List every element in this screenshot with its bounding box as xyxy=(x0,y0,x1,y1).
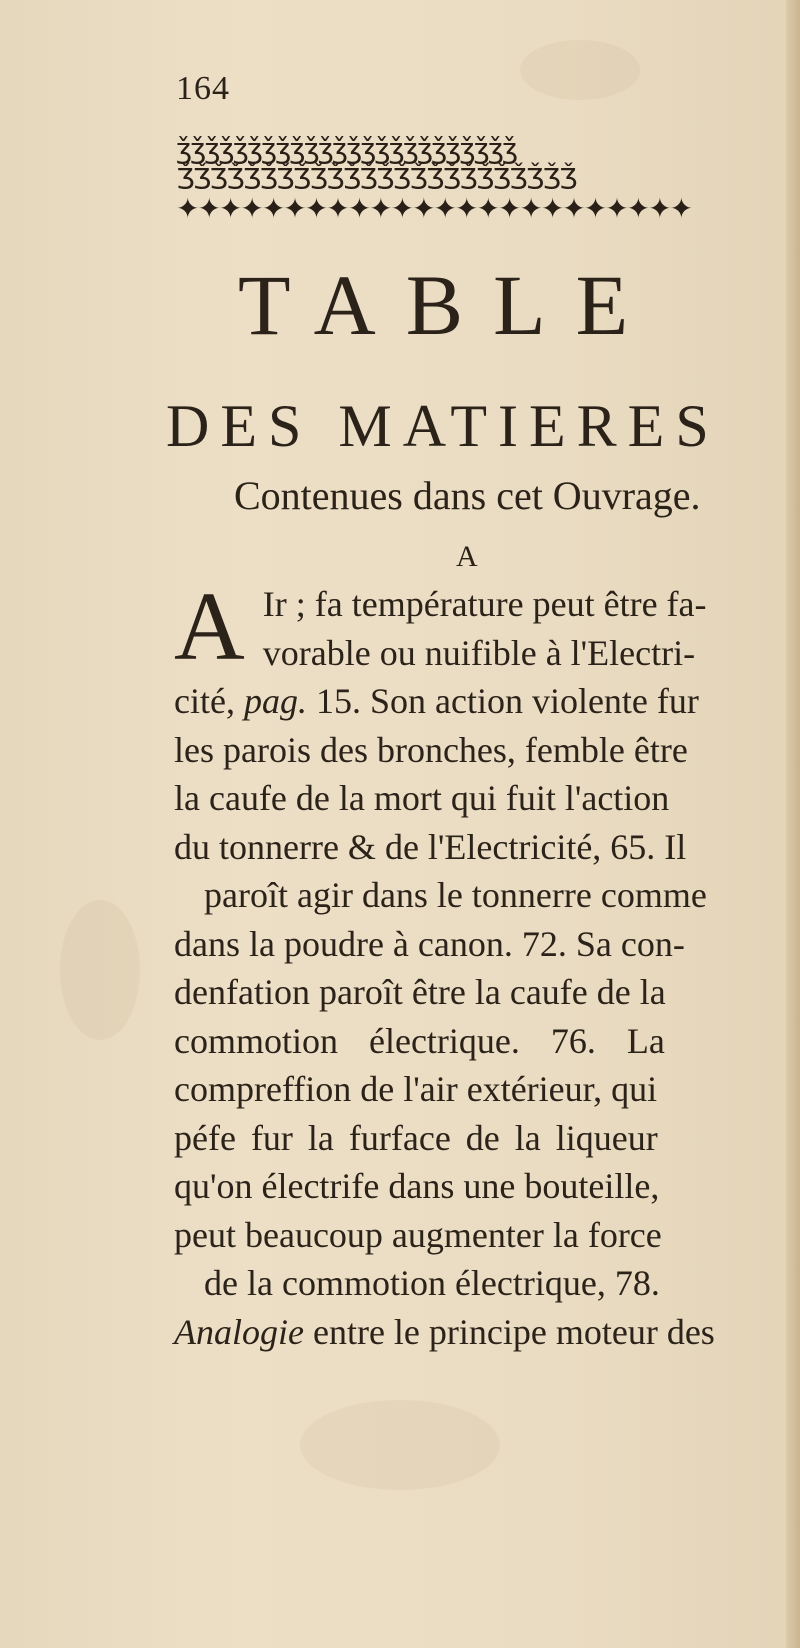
text-line: Ir ; fa température peut être fa- xyxy=(262,584,707,624)
section-letter: A xyxy=(456,540,478,573)
page-subtitle: DES MATIERES xyxy=(166,393,720,459)
text-line: dans la poudre à canon. 72. Sa con- xyxy=(174,923,685,964)
contents-line: Contenues dans cet Ouvrage. xyxy=(234,473,701,518)
text-line: qu'on électrife dans une bouteille, xyxy=(174,1166,660,1206)
text-line: peut beaucoup augmenter la force xyxy=(174,1214,662,1255)
text-line: commotion électrique. 76. La xyxy=(174,1020,665,1061)
text-line: du tonnerre & de l'Electricité, 65. Il xyxy=(174,826,687,867)
text-fragment: 15. Son action violente fur xyxy=(306,681,699,721)
paper-stain xyxy=(300,1400,500,1490)
text-fragment: cité, xyxy=(174,681,244,721)
page-edge xyxy=(786,0,800,1648)
text-line: vorable ou nuifible à l'Electri- xyxy=(262,632,696,673)
text-line xyxy=(174,677,786,726)
paper-stain xyxy=(520,40,640,100)
drop-cap: A xyxy=(174,573,245,681)
text-fragment: entre le principe moteur des xyxy=(303,1311,715,1352)
paper-stain xyxy=(60,900,140,1040)
text-line xyxy=(174,1308,786,1357)
ornament-row: ✦✦✦✦✦✦✦✦✦✦✦✦✦✦✦✦✦✦✦✦✦✦✦✦ xyxy=(176,192,692,225)
text-line: de la commotion électrique, 78. xyxy=(204,1263,660,1303)
page-title: TABLE xyxy=(238,257,659,353)
text-line: paroît agir dans le tonnerre comme xyxy=(204,875,707,915)
index-entry xyxy=(174,573,786,1356)
text-line: la caufe de la mort qui fuit l'action xyxy=(174,778,670,818)
ornament-row: ǯǯǯǯǯǯǯǯǯǯǯǯǯǯǯǯǯǯǯǯǯǯǯǯ xyxy=(176,134,517,165)
text-line: denfation paroît être la caufe de la xyxy=(174,972,666,1012)
entry-heading: Analogie xyxy=(174,1311,304,1352)
ornament-row: ǮǮǮǮǮǮǮǮǮǮǮǮǮǮǮǮǮǮǮǮǮǮǮǮ xyxy=(176,162,576,195)
text-line: péfe fur la furface de la liqueur xyxy=(174,1117,658,1158)
ornamental-header-band xyxy=(176,134,782,226)
page-number: 164 xyxy=(176,70,230,107)
page-abbreviation: pag. xyxy=(243,681,307,721)
text-line: les parois des bronches, femble être xyxy=(174,729,688,770)
text-line: compreffion de l'air extérieur, qui xyxy=(174,1069,658,1109)
